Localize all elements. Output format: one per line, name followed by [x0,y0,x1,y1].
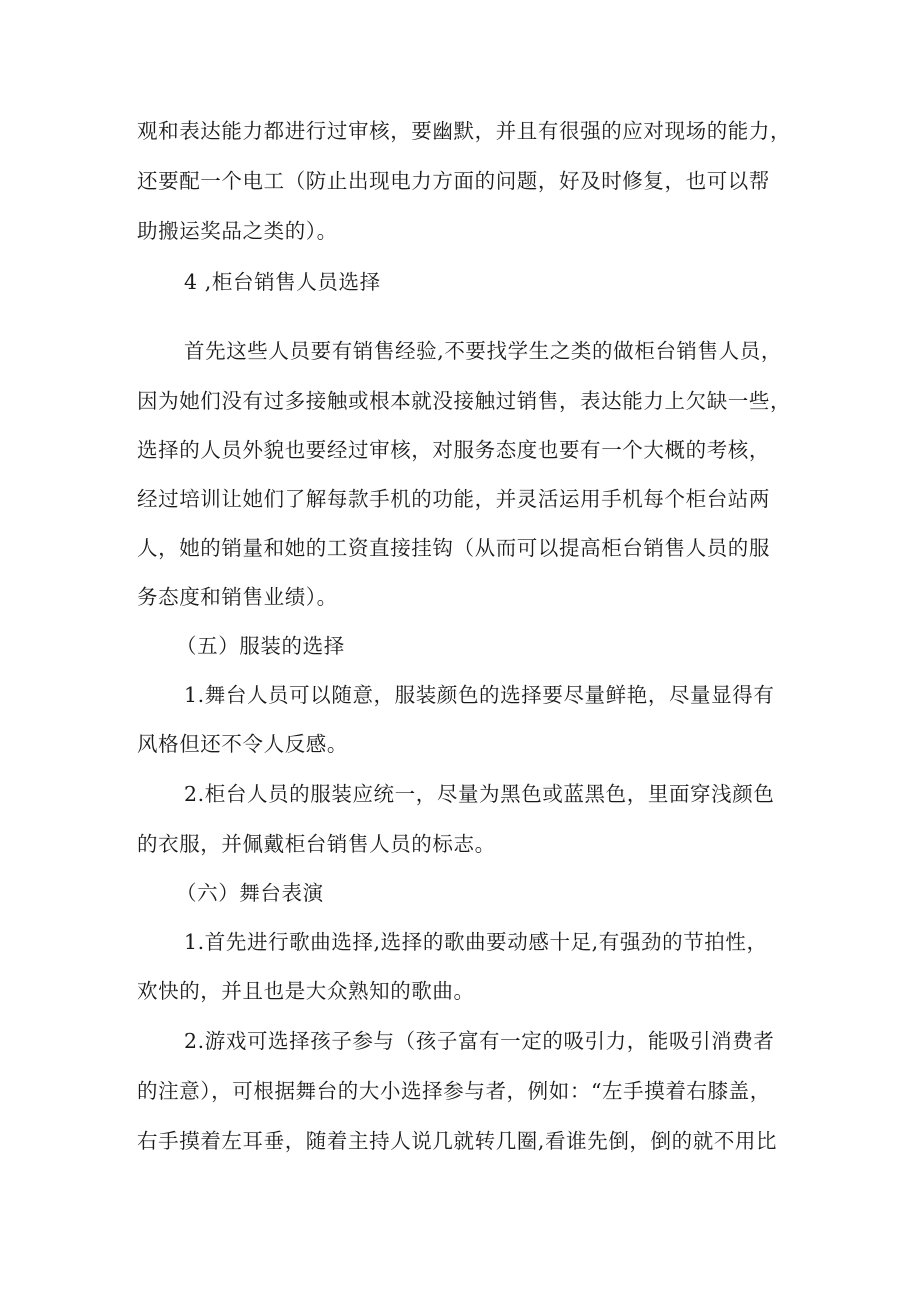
paragraph-line: 风格但还不令人反感。 [137,732,348,756]
paragraph-line: 右手摸着左耳垂，随着主持人说几就转几圈,看谁先倒，倒的就不用比 [137,1129,778,1153]
paragraph-line: 2.游戏可选择孩子参与（孩子富有一定的吸引力，能吸引消费者 [184,1029,775,1053]
paragraph-line: 还要配一个电工（防止出现电力方面的问题，好及时修复，也可以帮 [137,169,770,193]
paragraph-line: 务态度和销售业绩）。 [137,585,338,609]
paragraph-line: 人，她的销量和她的工资直接挂钩（从而可以提高柜台销售人员的服 [137,536,770,560]
section-heading: （六）舞台表演 [176,881,324,905]
paragraph-line: 2.柜台人员的服装应统一，尽量为黑色或蓝黑色，里面穿浅颜色 [184,782,775,806]
section-heading: 4 ,柜台销售人员选择 [184,270,381,294]
section-heading: （五）服装的选择 [176,634,345,658]
paragraph-line: 首先这些人员要有销售经验,不要找学生之类的做柜台销售人员， [184,339,782,363]
paragraph-line: 观和表达能力都进行过审核，要幽默，并且有很强的应对现场的能力， [137,119,792,143]
paragraph-line: 选择的人员外貌也要经过审核，对服务态度也要有一个大概的考核， [137,438,770,462]
paragraph-line: 经过培训让她们了解每款手机的功能，并灵活运用手机每个柜台站两 [137,487,770,511]
paragraph-line: 欢快的，并且也是大众熟知的歌曲。 [137,979,475,1003]
paragraph-line: 的衣服，并佩戴柜台销售人员的标志。 [137,832,496,856]
paragraph-line: 因为她们没有过多接触或根本就没接触过销售，表达能力上欠缺一些， [137,389,792,413]
paragraph-line: 1.舞台人员可以随意，服装颜色的选择要尽量鲜艳，尽量显得有 [184,683,775,707]
paragraph-line: 助搬运奖品之类的）。 [137,219,338,243]
paragraph-line: 的注意），可根据舞台的大小选择参与者，例如：“左手摸着右膝盖， [137,1079,771,1103]
paragraph-line: 1.首先进行歌曲选择,选择的歌曲要动感十足,有强劲的节拍性， [184,930,768,954]
